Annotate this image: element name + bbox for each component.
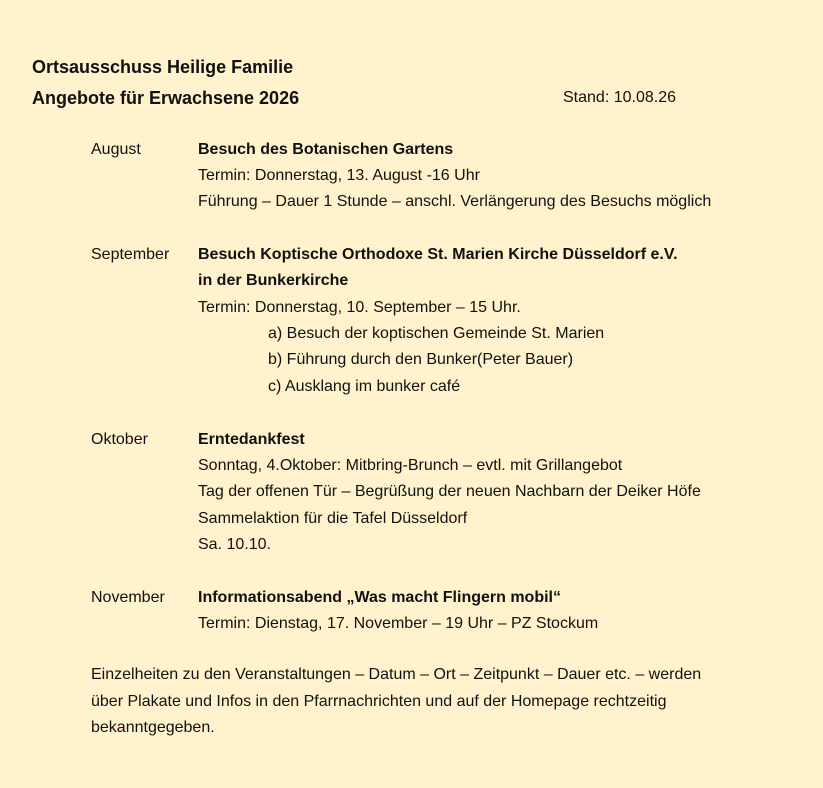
event-detail: Führung – Dauer 1 Stunde – anschl. Verlängerung des Besuchs möglich xyxy=(198,193,712,210)
month-oktober: Oktober xyxy=(91,431,148,448)
event-detail: Termin: Donnerstag, 13. August -16 Uhr xyxy=(198,167,480,184)
footer-note xyxy=(91,662,801,742)
month-september: September xyxy=(91,246,170,263)
event-sub-item: c) Ausklang im bunker café xyxy=(268,378,461,395)
stand-date: Stand: 10.08.26 xyxy=(563,89,676,106)
event-title: Informationsabend „Was macht Flingern mobil“ xyxy=(198,589,561,606)
event-detail: Sammelaktion für die Tafel Düsseldorf xyxy=(198,510,468,527)
event-title: Besuch des Botanischen Gartens xyxy=(198,141,454,158)
footer-line: bekanntgegeben. xyxy=(91,719,215,736)
event-sub-item: b) Führung durch den Bunker(Peter Bauer) xyxy=(268,351,574,368)
page-title: Angebote für Erwachsene 2026 xyxy=(32,88,300,108)
event-sub-item: a) Besuch der koptischen Gemeinde St. Marien xyxy=(268,325,605,342)
event-detail: Termin: Dienstag, 17. November – 19 Uhr – PZ Stockum xyxy=(198,615,599,632)
org-title: Ortsausschuss Heilige Familie xyxy=(32,57,294,77)
event-detail: Sonntag, 4.Oktober: Mitbring-Brunch – evtl. mit Grillangebot xyxy=(198,457,623,474)
month-august: August xyxy=(91,141,141,158)
event-title: Erntedankfest xyxy=(198,431,305,448)
footer-line: über Plakate und Infos in den Pfarrnachrichten und auf der Homepage rechtzeitig xyxy=(91,692,667,710)
event-detail: Termin: Donnerstag, 10. September – 15 Uhr. xyxy=(198,299,521,316)
event-title: in der Bunkerkirche xyxy=(198,272,349,289)
event-detail: Sa. 10.10. xyxy=(198,536,271,553)
month-november: November xyxy=(91,589,165,606)
event-detail: Tag der offenen Tür – Begrüßung der neuen Nachbarn der Deiker Höfe xyxy=(198,483,701,500)
footer-line: Einzelheiten zu den Veranstaltungen – Datum – Ort – Zeitpunkt – Dauer etc. – werden xyxy=(91,666,702,683)
event-title: Besuch Koptische Orthodoxe St. Marien Kirche Düsseldorf e.V. xyxy=(198,246,678,263)
